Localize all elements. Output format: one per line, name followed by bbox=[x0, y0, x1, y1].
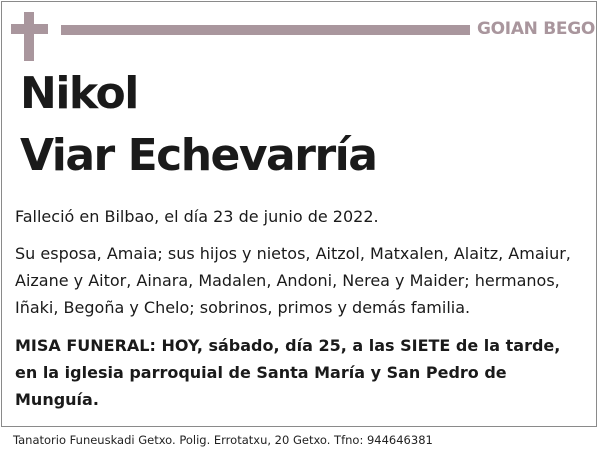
deceased-surname: Viar Echevarría bbox=[20, 130, 377, 181]
brand-name: GOIAN BEGO bbox=[477, 19, 596, 39]
deceased-first-name: Nikol bbox=[20, 68, 138, 119]
header-divider bbox=[61, 25, 470, 35]
family-list: Su esposa, Amaia; sus hijos y nietos, Aitzol, Matxalen, Alaitz, Amaiur, Aizane y Aitor, Ainara, Madalen, Andoni, Nerea y Maider; hermanos, Iñaki, Begoña y Chelo; sobrinos, primos y demás familia. bbox=[15, 244, 571, 317]
death-notice: Falleció en Bilbao, el día 23 de junio de 2022. bbox=[15, 207, 379, 226]
funeral-home-info: Tanatorio Funeuskadi Getxo. Polig. Errotatxu, 20 Getxo. Tfno: 944646381 bbox=[13, 433, 433, 447]
funeral-mass-info: MISA FUNERAL: HOY, sábado, día 25, a las SIETE de la tarde, en la iglesia parroquial de Santa María y San Pedro de Munguía. bbox=[15, 336, 561, 409]
